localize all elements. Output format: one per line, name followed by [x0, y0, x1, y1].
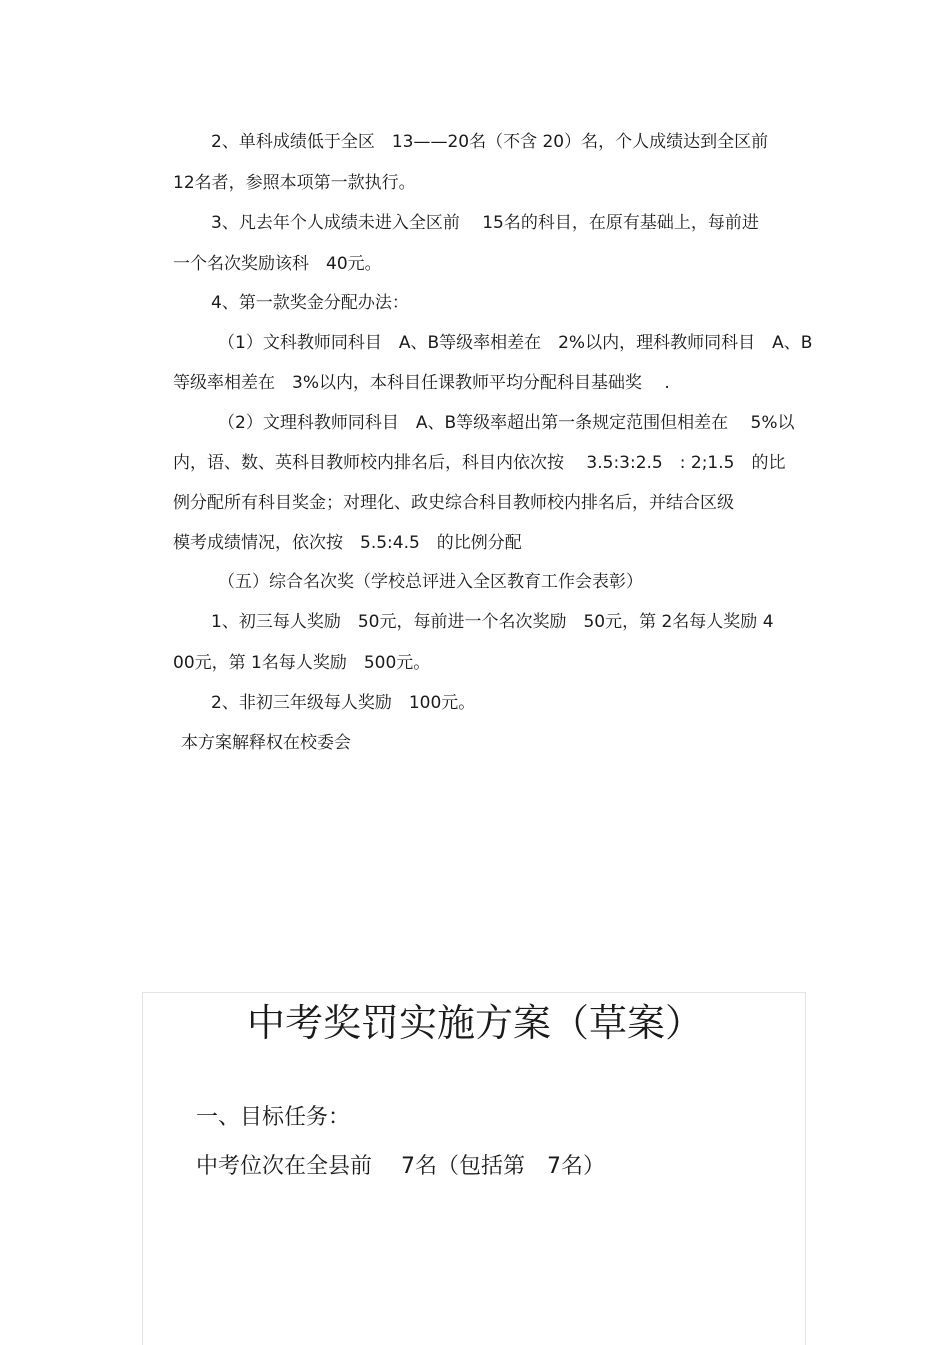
text-line-6: （1）文科教师同科目 A、B等级率相差在 2%以内，理科教师同科目 A、B	[218, 333, 813, 353]
text-line-14: 00元，第 1名每人奖励 500元。	[173, 653, 431, 673]
text-line-4: 一个名次奖励该科 40元。	[173, 254, 382, 274]
text-line-16: 本方案解释权在校委会	[181, 733, 351, 753]
text-line-10: 例分配所有科目奖金；对理化、政史综合科目教师校内排名后，并结合区级	[173, 493, 734, 513]
section-body: 中考位次在全县前 7名（包括第 7名）	[196, 1154, 605, 1179]
text-line-15: 2、非初三年级每人奖励 100元。	[211, 693, 476, 713]
document-title: 中考奖罚实施方案（草案）	[246, 1001, 703, 1045]
text-line-1: 2、单科成绩低于全区 13——20名（不含 20）名，个人成绩达到全区前	[211, 132, 769, 152]
text-line-8: （2）文理科教师同科目 A、B等级率超出第一条规定范围但相差在 5%以	[218, 413, 795, 433]
text-line-3: 3、凡去年个人成绩未进入全区前 15名的科目，在原有基础上，每前进	[211, 213, 759, 233]
text-line-11: 模考成绩情况，依次按 5.5:4.5 的比例分配	[173, 533, 522, 553]
text-line-2: 12名者，参照本项第一款执行。	[173, 173, 416, 193]
text-line-13: 1、初三每人奖励 50元，每前进一个名次奖励 50元，第 2名每人奖励 4	[211, 612, 774, 632]
text-line-12: （五）综合名次奖（学校总评进入全区教育工作会表彰）	[218, 572, 643, 592]
text-line-7: 等级率相差在 3%以内，本科目任课教师平均分配科目基础奖 .	[173, 373, 670, 393]
section-heading: 一、目标任务：	[196, 1105, 351, 1130]
text-line-9: 内，语、数、英科目教师校内排名后，科目内依次按 3.5:3:2.5 : 2;1.5 的比	[173, 453, 786, 473]
text-line-5: 4、第一款奖金分配办法：	[211, 293, 409, 313]
